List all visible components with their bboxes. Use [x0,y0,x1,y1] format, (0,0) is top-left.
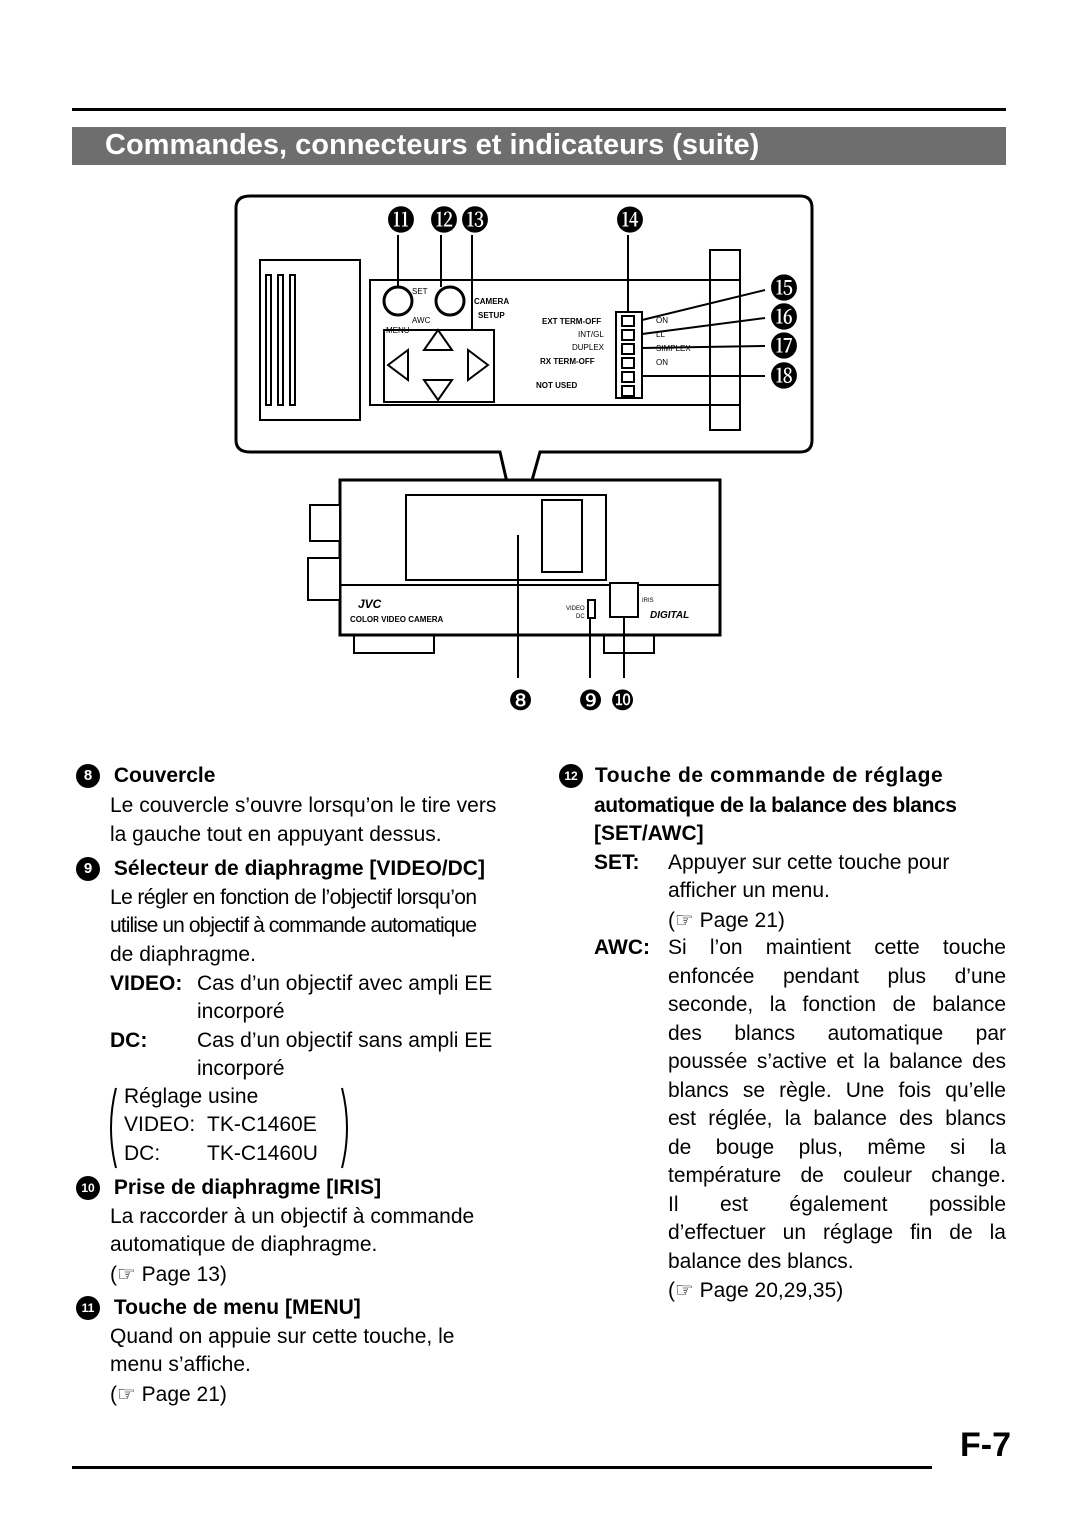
label-duplex: DUPLEX [572,343,605,352]
set-label: SET: [594,851,640,874]
item-12-number: 12 [559,764,583,788]
item-12-title-3: [SET/AWC] [594,822,704,845]
awc-line: balance des blancs. [668,1249,854,1273]
callout-12: ⓬ [430,205,459,236]
item-11-line1: Quand on appuie sur cette touche, le [110,1325,455,1348]
label-on-1: ON [656,316,668,325]
awc-page-ref: (☞ Page 20,29,35) [668,1279,844,1302]
awc-line: de bouge plus, même si la [668,1135,1006,1159]
callout-16: ⓰ [770,302,799,333]
label-simplex: SIMPLEX [656,344,691,353]
label-ll: LL [656,330,665,339]
label-menu: MENU [386,326,410,335]
section-title: Commandes, connecteurs et indicateurs (suite) [105,129,760,161]
item-11-page-ref: (☞ Page 21) [110,1383,227,1406]
callout-10: ❿ [610,685,636,716]
awc-page: Page 20,29,35 [699,1279,837,1302]
video-desc-2: incorporé [197,1000,285,1023]
page-number: F-7 [960,1426,1011,1464]
item-8-line1: Le couvercle s’ouvre lorsqu’on le tire vers [110,794,497,817]
mount-bottom [308,558,340,600]
label-not-used: NOT USED [536,381,578,390]
hand-pointer-icon: ☞ [675,1279,694,1302]
menu-button-shape [384,287,412,315]
callout-9: ❾ [578,685,604,716]
label-dc-body: DC [576,614,585,620]
dc-label: DC: [110,1029,148,1052]
awc-line: blancs se règle. Une fois qu’elle [668,1078,1006,1102]
factory-dc-value: TK-C1460U [207,1142,318,1165]
item-12-title-2: automatique de la balance des blancs [594,794,957,817]
label-awc: AWC [412,316,431,325]
callout-14: ⓮ [616,205,645,236]
item-10-number: 10 [76,1176,100,1200]
section-title-bar [72,127,1006,165]
awc-line: Si l’on maintient cette touche [668,936,1006,959]
item-9-line3: de diaphragme. [110,943,256,966]
dc-desc-2: incorporé [197,1057,285,1080]
camera-diagram [220,190,820,720]
item-8-number: 8 [76,764,100,788]
awc-line: température de couleur change. [668,1164,1006,1187]
set-desc-1: Appuyer sur cette touche pour [668,851,950,874]
item-10-heading [76,1176,381,1200]
callout-8: ❽ [508,685,534,716]
awc-line: est réglée, la balance des blancs [668,1107,1006,1130]
factory-video-label: VIDEO: [124,1113,196,1136]
set-desc-2: afficher un menu. [668,879,830,902]
label-ext-term: EXT TERM-OFF [542,317,602,326]
video-desc-1: Cas d’un objectif avec ampli EE [197,972,493,995]
item-9-line2: utilise un objectif à commande automatique [110,914,477,937]
factory-setting-title: Réglage usine [124,1085,259,1108]
hand-pointer-icon: ☞ [117,1383,136,1406]
item-12-heading [559,764,943,788]
label-int-gl: INT/GL [578,330,604,339]
set-page: Page 21 [699,909,778,932]
item-11-line2: menu s’affiche. [110,1353,251,1376]
dip-switch-block [616,312,642,398]
label-rx-term: RX TERM-OFF [540,357,595,366]
top-rule [72,108,1006,111]
callout-17: ⓱ [770,331,799,362]
label-on-2: ON [656,358,668,367]
item-9-line1: Le régler en fonction de l’objectif lorsqu’on [110,886,477,909]
callout-11: ⓫ [387,205,416,236]
item-12-title-1: Touche de commande de réglage [594,764,944,787]
callout-18: ⓲ [770,361,799,392]
hand-pointer-icon: ☞ [117,1263,136,1286]
item-10-line1: La raccorder à un objectif à commande [110,1205,475,1228]
callout-15: ⓯ [770,273,799,304]
awc-line: des blancs automatique par [668,1021,1006,1045]
camera-foot-left [354,635,434,653]
item-11-number: 11 [76,1296,100,1320]
awc-line: d’effectuer un réglage fin de la [668,1221,1006,1244]
item-11-heading [76,1296,361,1320]
item-8-title: Couvercle [113,764,216,787]
item-10-page-ref: (☞ Page 13) [110,1263,227,1286]
iris-connector [610,583,638,617]
hand-pointer-icon: ☞ [675,909,694,932]
item-9-number: 9 [76,857,100,881]
awc-line: seconde, la fonction de balance [668,993,1006,1016]
item-9-heading [76,857,485,881]
item-11-page: Page 21 [141,1383,220,1406]
set-page-ref: (☞ Page 21) [668,909,785,932]
dc-desc-1: Cas d’un objectif sans ampli EE [197,1029,493,1052]
set-awc-button-shape [436,287,464,315]
item-10-page: Page 13 [141,1263,220,1286]
mount-top [310,505,340,541]
awc-label: AWC: [594,936,650,959]
item-10-title: Prise de diaphragme [IRIS] [113,1176,382,1199]
video-label: VIDEO: [110,972,183,995]
awc-line: Il est également possible [668,1192,1006,1216]
item-9-title: Sélecteur de diaphragme [VIDEO/DC] [113,857,485,880]
callout-13: ⓭ [461,205,490,236]
factory-video-value: TK-C1460E [207,1113,317,1136]
item-10-line2: automatique de diaphragme. [110,1233,378,1256]
factory-dc-label: DC: [124,1142,161,1165]
bottom-rule [72,1466,932,1469]
cover-panel [260,260,360,420]
label-setup: SETUP [478,311,505,320]
label-camera: CAMERA [474,297,510,306]
item-8-heading [76,764,215,788]
digital-logo: DIGITAL [650,610,690,621]
awc-line: enfoncée pendant plus d’une [668,964,1006,988]
camera-foot-right [604,635,654,653]
brand-logo: JVC [358,597,382,611]
item-8-line2: la gauche tout en appuyant dessus. [110,823,442,846]
label-video-body: VIDEO [566,606,585,612]
label-iris-body: IRIS [642,598,654,604]
item-11-title: Touche de menu [MENU] [113,1296,361,1319]
model-label: COLOR VIDEO CAMERA [350,615,444,624]
label-set: SET [412,287,428,296]
awc-line: poussée s’active et la balance des [668,1050,1006,1073]
video-dc-switch [588,600,595,618]
